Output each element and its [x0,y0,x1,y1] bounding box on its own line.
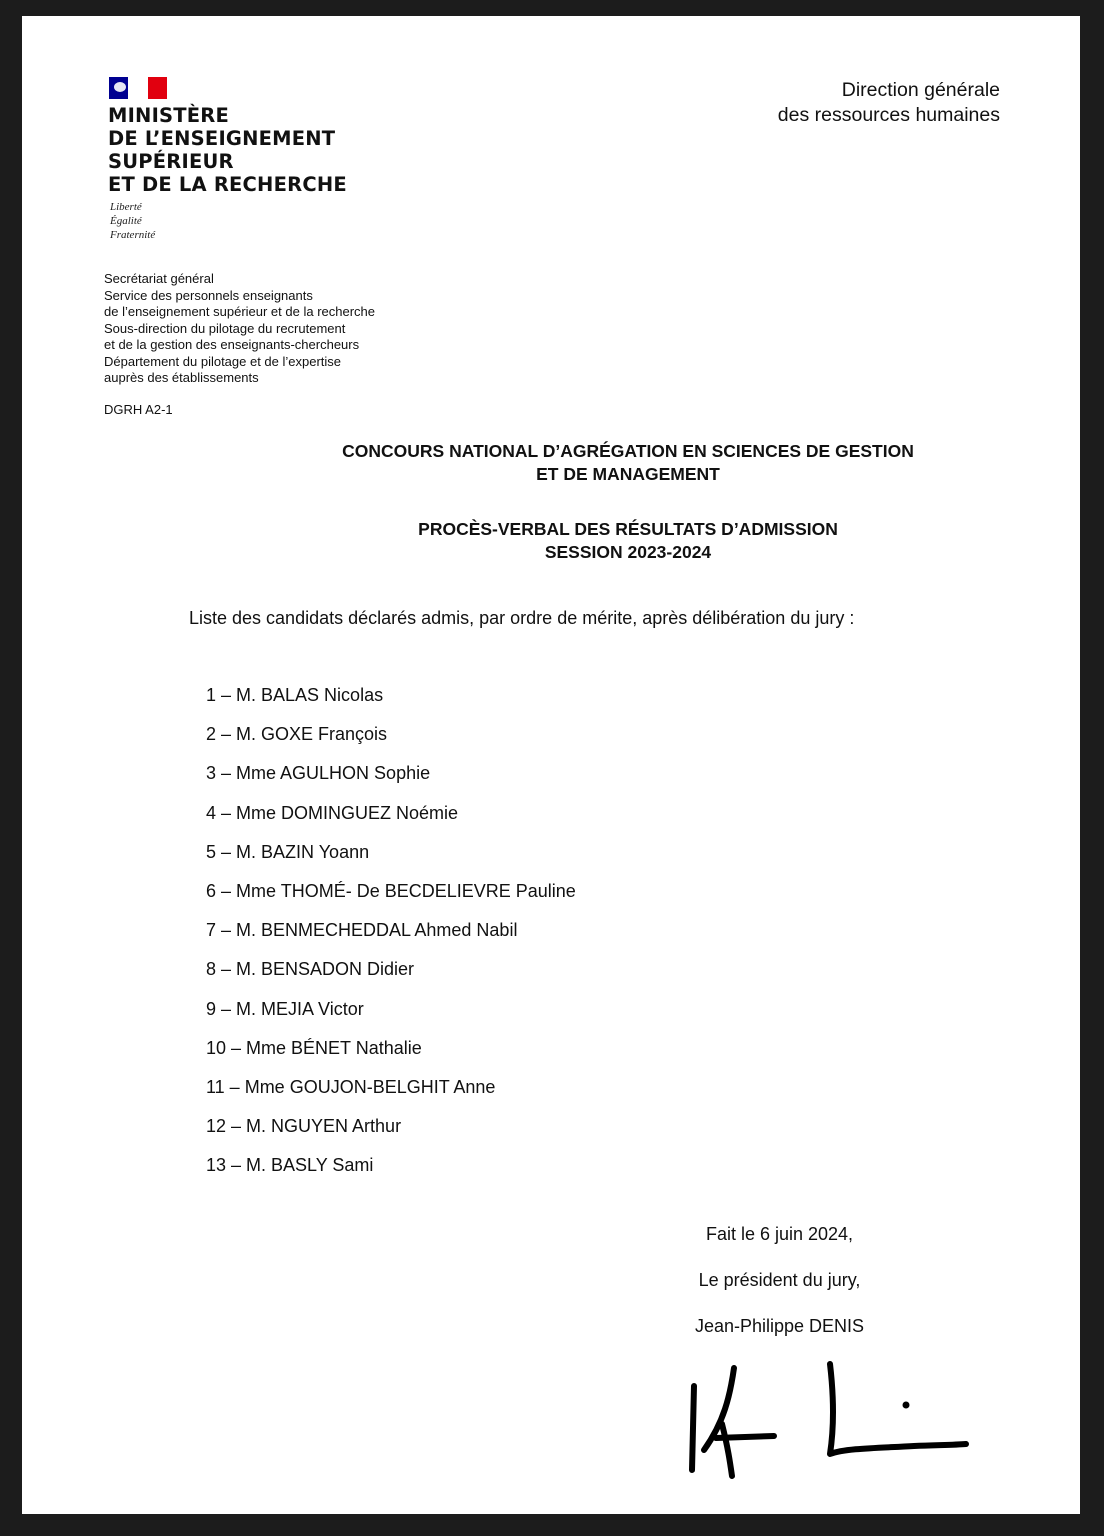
candidate-item: 6 – Mme THOMÉ- De BECDELIEVRE Pauline [206,880,576,901]
service-line: et de la gestion des enseignants-chercheurs [104,337,360,352]
signature-dot [903,1402,910,1409]
candidate-item: 1 – M. BALAS Nicolas [206,685,384,705]
competition-title [22,440,1104,486]
republic-motto [110,200,155,242]
republic-flag-logo [109,77,167,99]
flag-blue-band [109,77,128,99]
closing-role: Le président du jury, [698,1270,861,1290]
title-line: CONCOURS NATIONAL D’AGRÉGATION EN SCIENCES DE GESTION [342,441,914,461]
direction-line: Direction générale [841,79,1000,101]
handwritten-signature [684,1358,974,1488]
reference-code: DGRH A2-1 [104,402,173,417]
service-line: Département du pilotage et de l’expertise [104,353,342,369]
ministry-line: ET DE LA RECHERCHE [108,173,347,196]
title-line: PROCÈS-VERBAL DES RÉSULTATS D’ADMISSION [418,519,838,539]
candidate-item: 3 – Mme AGULHON Sophie [206,763,431,784]
service-line: Service des personnels enseignants [104,287,313,303]
motto-line: Égalité [110,215,142,227]
candidate-item: 10 – Mme BÉNET Nathalie [206,1037,422,1058]
candidate-item: 8 – M. BENSADON Didier [206,959,415,980]
candidate-item: 4 – Mme DOMINGUEZ Noémie [206,802,459,823]
intro-text: Liste des candidats déclarés admis, par ordre de mérite, après délibération du jury : [189,608,855,628]
marianne-profile-icon [114,82,126,92]
ministry-name [108,104,347,196]
flag-red-band [148,77,167,99]
candidate-item: 11 – Mme GOUJON-BELGHIT Anne [206,1076,496,1097]
candidate-item: 12 – M. NGUYEN Arthur [206,1116,402,1137]
title-line: ET DE MANAGEMENT [536,464,720,484]
minutes-title [22,518,1104,564]
service-line: de l’enseignement supérieur et de la recherche [104,304,376,319]
service-line: Sous-direction du pilotage du recrutement [104,320,346,336]
candidate-item: 7 – M. BENMECHEDDAL Ahmed Nabil [206,920,518,941]
direction-line: des ressources humaines [777,104,1000,126]
service-line: Secrétariat général [104,271,214,286]
candidate-list [206,683,576,1192]
candidate-item: 9 – M. MEJIA Victor [206,998,364,1019]
closing-name: Jean-Philippe DENIS [694,1316,865,1336]
candidate-item: 2 – M. GOXE François [206,724,388,745]
ministry-line: DE L’ENSEIGNEMENT [108,127,336,150]
candidate-item: 5 – M. BAZIN Yoann [206,841,370,862]
closing-date: Fait le 6 juin 2024, [705,1224,854,1244]
direction-header [778,78,1000,128]
service-block [104,271,375,387]
document-page [22,16,1080,1514]
motto-line: Fraternité [110,229,156,241]
title-line: SESSION 2023-2024 [544,542,712,562]
motto-line: Liberté [110,201,142,213]
flag-white-band [128,77,148,99]
ministry-line: SUPÉRIEUR [108,150,234,173]
service-line: auprès des établissements [104,370,259,385]
candidate-item: 13 – M. BASLY Sami [206,1155,374,1176]
ministry-line: MINISTÈRE [108,104,230,127]
